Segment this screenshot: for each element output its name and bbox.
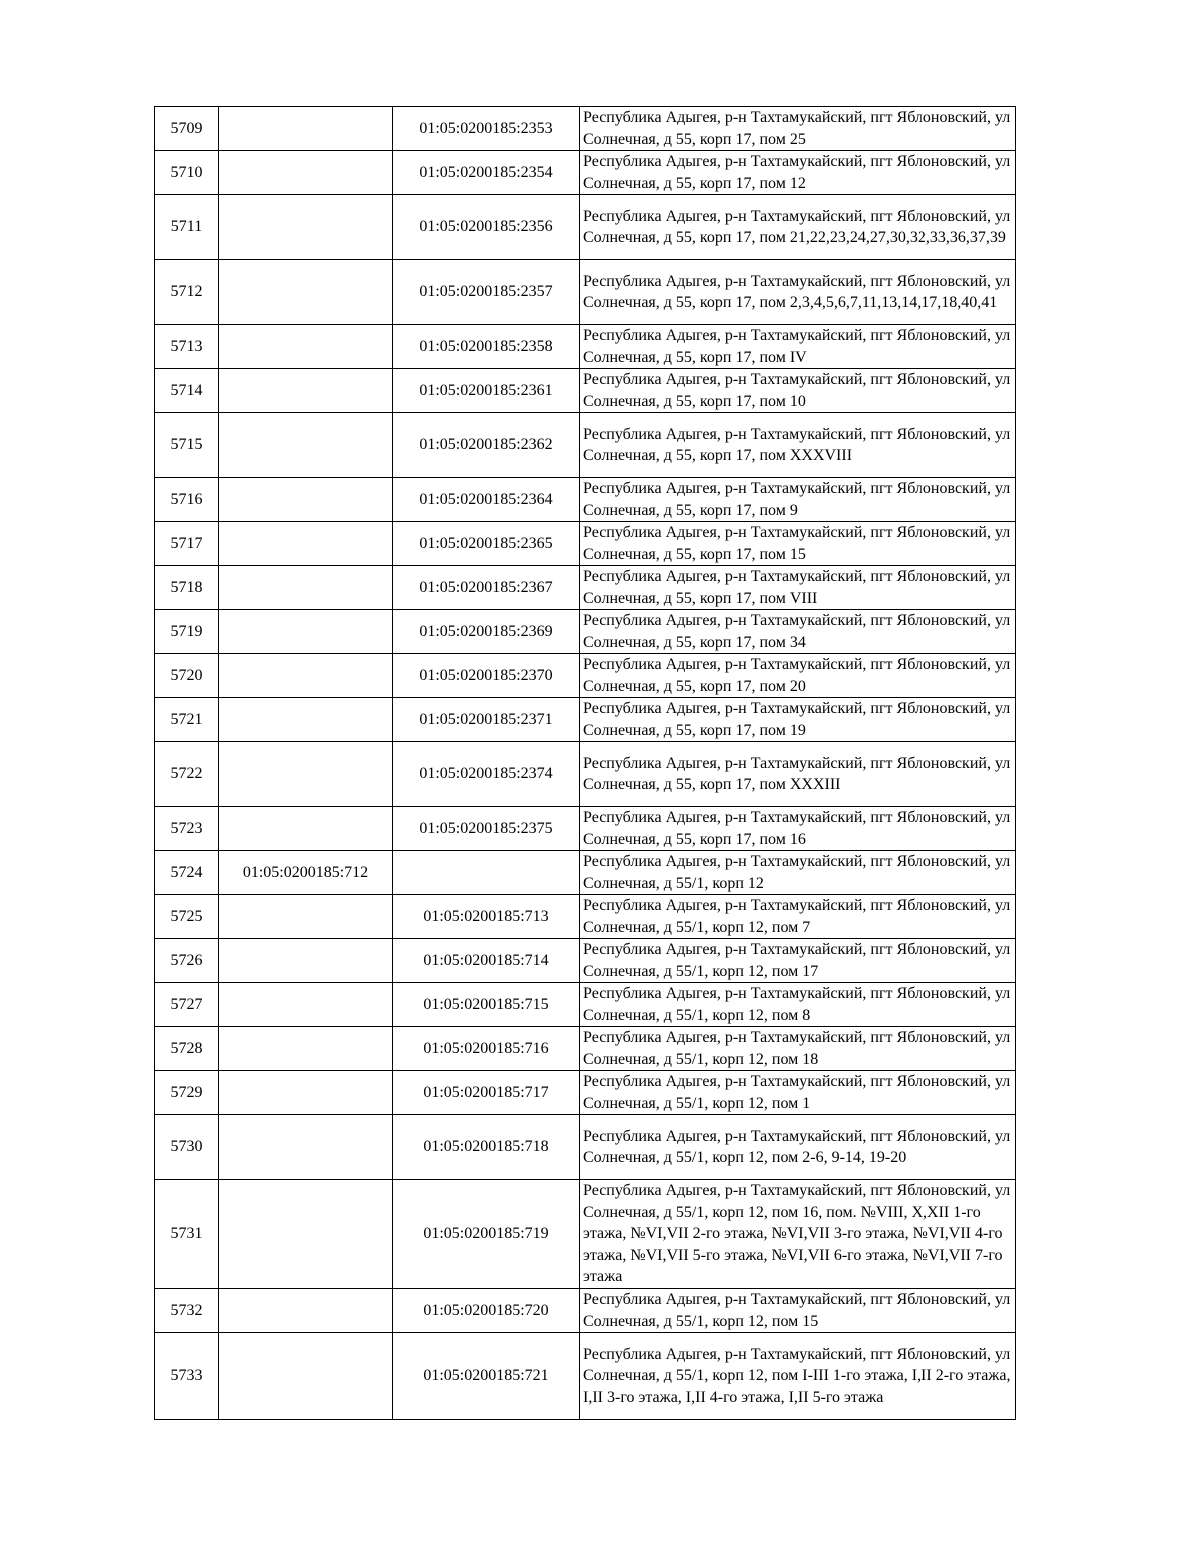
cadastral-number-cell: 01:05:0200185:714 bbox=[393, 939, 580, 983]
table-row bbox=[155, 566, 1016, 610]
row-number-cell: 5724 bbox=[155, 851, 219, 895]
cadastral-number-cell: 01:05:0200185:2356 bbox=[393, 195, 580, 260]
row-number-cell: 5722 bbox=[155, 742, 219, 807]
parent-cadastral-cell bbox=[219, 107, 393, 151]
parent-cadastral-cell bbox=[219, 151, 393, 195]
address-cell: Республика Адыгея, р-н Тахтамукайский, пгт Яблоновский, ул Солнечная, д 55, корп 17, пом 10 bbox=[580, 369, 1016, 413]
parent-cadastral-cell bbox=[219, 654, 393, 698]
cadastral-number-cell: 01:05:0200185:721 bbox=[393, 1333, 580, 1420]
parent-cadastral-cell bbox=[219, 1180, 393, 1289]
cadastral-number-cell: 01:05:0200185:2362 bbox=[393, 413, 580, 478]
parent-cadastral-cell bbox=[219, 413, 393, 478]
parent-cadastral-cell bbox=[219, 1289, 393, 1333]
parent-cadastral-cell bbox=[219, 698, 393, 742]
row-number-cell: 5713 bbox=[155, 325, 219, 369]
cadastral-number-cell: 01:05:0200185:2375 bbox=[393, 807, 580, 851]
address-cell: Республика Адыгея, р-н Тахтамукайский, пгт Яблоновский, ул Солнечная, д 55/1, корп 12, пом 2-6, 9-14, 19-20 bbox=[580, 1115, 1016, 1180]
table-row bbox=[155, 325, 1016, 369]
table-row bbox=[155, 369, 1016, 413]
table-row bbox=[155, 522, 1016, 566]
cadastral-number-cell: 01:05:0200185:2367 bbox=[393, 566, 580, 610]
parent-cadastral-cell bbox=[219, 260, 393, 325]
row-number-cell: 5723 bbox=[155, 807, 219, 851]
table-row bbox=[155, 1180, 1016, 1289]
table-row bbox=[155, 413, 1016, 478]
row-number-cell: 5717 bbox=[155, 522, 219, 566]
address-cell: Республика Адыгея, р-н Тахтамукайский, пгт Яблоновский, ул Солнечная, д 55, корп 17, пом 16 bbox=[580, 807, 1016, 851]
row-number-cell: 5721 bbox=[155, 698, 219, 742]
address-cell: Республика Адыгея, р-н Тахтамукайский, пгт Яблоновский, ул Солнечная, д 55, корп 17, пом 25 bbox=[580, 107, 1016, 151]
cadastral-number-cell: 01:05:0200185:720 bbox=[393, 1289, 580, 1333]
table-row bbox=[155, 654, 1016, 698]
address-cell: Республика Адыгея, р-н Тахтамукайский, пгт Яблоновский, ул Солнечная, д 55, корп 17, пом 34 bbox=[580, 610, 1016, 654]
row-number-cell: 5711 bbox=[155, 195, 219, 260]
parent-cadastral-cell bbox=[219, 369, 393, 413]
address-cell: Республика Адыгея, р-н Тахтамукайский, пгт Яблоновский, ул Солнечная, д 55/1, корп 12, пом 16, пом. №VIII, X,XII 1-го этажа, №VI,VII 2-го этажа, №VI,VII 3-го этажа, №VI,VII 4-го этажа, №VI,VII 5-го этажа, №VI,VII 6-го этажа, №VI,VII 7-го этажа bbox=[580, 1180, 1016, 1289]
table-row bbox=[155, 610, 1016, 654]
row-number-cell: 5733 bbox=[155, 1333, 219, 1420]
row-number-cell: 5730 bbox=[155, 1115, 219, 1180]
row-number-cell: 5715 bbox=[155, 413, 219, 478]
cadastral-number-cell: 01:05:0200185:2370 bbox=[393, 654, 580, 698]
address-cell: Республика Адыгея, р-н Тахтамукайский, пгт Яблоновский, ул Солнечная, д 55, корп 17, пом 20 bbox=[580, 654, 1016, 698]
address-cell: Республика Адыгея, р-н Тахтамукайский, пгт Яблоновский, ул Солнечная, д 55, корп 17, пом XXXIII bbox=[580, 742, 1016, 807]
address-cell: Республика Адыгея, р-н Тахтамукайский, пгт Яблоновский, ул Солнечная, д 55, корп 17, пом VIII bbox=[580, 566, 1016, 610]
row-number-cell: 5729 bbox=[155, 1071, 219, 1115]
table-row bbox=[155, 807, 1016, 851]
parent-cadastral-cell bbox=[219, 742, 393, 807]
row-number-cell: 5712 bbox=[155, 260, 219, 325]
cadastral-number-cell: 01:05:0200185:2357 bbox=[393, 260, 580, 325]
parent-cadastral-cell bbox=[219, 895, 393, 939]
table-row bbox=[155, 107, 1016, 151]
row-number-cell: 5719 bbox=[155, 610, 219, 654]
address-cell: Республика Адыгея, р-н Тахтамукайский, пгт Яблоновский, ул Солнечная, д 55, корп 17, пом IV bbox=[580, 325, 1016, 369]
cadastral-number-cell: 01:05:0200185:716 bbox=[393, 1027, 580, 1071]
table-row bbox=[155, 851, 1016, 895]
cadastral-number-cell: 01:05:0200185:2369 bbox=[393, 610, 580, 654]
table-row bbox=[155, 895, 1016, 939]
address-cell: Республика Адыгея, р-н Тахтамукайский, пгт Яблоновский, ул Солнечная, д 55/1, корп 12, пом 17 bbox=[580, 939, 1016, 983]
address-cell: Республика Адыгея, р-н Тахтамукайский, пгт Яблоновский, ул Солнечная, д 55/1, корп 12, пом 18 bbox=[580, 1027, 1016, 1071]
row-number-cell: 5725 bbox=[155, 895, 219, 939]
cadastral-number-cell: 01:05:0200185:718 bbox=[393, 1115, 580, 1180]
parent-cadastral-cell bbox=[219, 566, 393, 610]
address-cell: Республика Адыгея, р-н Тахтамукайский, пгт Яблоновский, ул Солнечная, д 55/1, корп 12, пом 15 bbox=[580, 1289, 1016, 1333]
row-number-cell: 5727 bbox=[155, 983, 219, 1027]
parent-cadastral-cell: 01:05:0200185:712 bbox=[219, 851, 393, 895]
table-row bbox=[155, 1115, 1016, 1180]
parent-cadastral-cell bbox=[219, 1333, 393, 1420]
parent-cadastral-cell bbox=[219, 1027, 393, 1071]
address-cell: Республика Адыгея, р-н Тахтамукайский, пгт Яблоновский, ул Солнечная, д 55, корп 17, пом 21,22,23,24,27,30,32,33,36,37,39 bbox=[580, 195, 1016, 260]
address-cell: Республика Адыгея, р-н Тахтамукайский, пгт Яблоновский, ул Солнечная, д 55, корп 17, пом 19 bbox=[580, 698, 1016, 742]
cadastral-number-cell: 01:05:0200185:2354 bbox=[393, 151, 580, 195]
table-row bbox=[155, 478, 1016, 522]
parent-cadastral-cell bbox=[219, 983, 393, 1027]
parent-cadastral-cell bbox=[219, 478, 393, 522]
address-cell: Республика Адыгея, р-н Тахтамукайский, пгт Яблоновский, ул Солнечная, д 55/1, корп 12, пом I-III 1-го этажа, I,II 2-го этажа, I,II 3-го этажа, I,II 4-го этажа, I,II 5-го этажа bbox=[580, 1333, 1016, 1420]
cadastral-number-cell: 01:05:0200185:2365 bbox=[393, 522, 580, 566]
table-row bbox=[155, 698, 1016, 742]
parent-cadastral-cell bbox=[219, 1071, 393, 1115]
table-row bbox=[155, 983, 1016, 1027]
cadastral-number-cell: 01:05:0200185:2358 bbox=[393, 325, 580, 369]
cadastral-number-cell: 01:05:0200185:713 bbox=[393, 895, 580, 939]
table-row bbox=[155, 195, 1016, 260]
cadastral-number-cell bbox=[393, 851, 580, 895]
cadastral-number-cell: 01:05:0200185:719 bbox=[393, 1180, 580, 1289]
table-row bbox=[155, 260, 1016, 325]
table-row bbox=[155, 1071, 1016, 1115]
row-number-cell: 5709 bbox=[155, 107, 219, 151]
table-row bbox=[155, 742, 1016, 807]
address-cell: Республика Адыгея, р-н Тахтамукайский, пгт Яблоновский, ул Солнечная, д 55/1, корп 12, пом 7 bbox=[580, 895, 1016, 939]
parent-cadastral-cell bbox=[219, 195, 393, 260]
parent-cadastral-cell bbox=[219, 1115, 393, 1180]
row-number-cell: 5710 bbox=[155, 151, 219, 195]
cadastral-number-cell: 01:05:0200185:715 bbox=[393, 983, 580, 1027]
table-row bbox=[155, 1289, 1016, 1333]
address-cell: Республика Адыгея, р-н Тахтамукайский, пгт Яблоновский, ул Солнечная, д 55, корп 17, пом XXXVIII bbox=[580, 413, 1016, 478]
cadastral-number-cell: 01:05:0200185:2371 bbox=[393, 698, 580, 742]
address-cell: Республика Адыгея, р-н Тахтамукайский, пгт Яблоновский, ул Солнечная, д 55/1, корп 12, пом 8 bbox=[580, 983, 1016, 1027]
parent-cadastral-cell bbox=[219, 807, 393, 851]
address-cell: Республика Адыгея, р-н Тахтамукайский, пгт Яблоновский, ул Солнечная, д 55, корп 17, пом 9 bbox=[580, 478, 1016, 522]
parent-cadastral-cell bbox=[219, 325, 393, 369]
address-cell: Республика Адыгея, р-н Тахтамукайский, пгт Яблоновский, ул Солнечная, д 55/1, корп 12 bbox=[580, 851, 1016, 895]
table-row bbox=[155, 1333, 1016, 1420]
cadastral-number-cell: 01:05:0200185:2374 bbox=[393, 742, 580, 807]
table-row bbox=[155, 151, 1016, 195]
row-number-cell: 5731 bbox=[155, 1180, 219, 1289]
parent-cadastral-cell bbox=[219, 939, 393, 983]
row-number-cell: 5714 bbox=[155, 369, 219, 413]
cadastral-number-cell: 01:05:0200185:2364 bbox=[393, 478, 580, 522]
address-cell: Республика Адыгея, р-н Тахтамукайский, пгт Яблоновский, ул Солнечная, д 55, корп 17, пом 2,3,4,5,6,7,11,13,14,17,18,40,41 bbox=[580, 260, 1016, 325]
address-cell: Республика Адыгея, р-н Тахтамукайский, пгт Яблоновский, ул Солнечная, д 55, корп 17, пом 12 bbox=[580, 151, 1016, 195]
parent-cadastral-cell bbox=[219, 610, 393, 654]
cadastral-number-cell: 01:05:0200185:717 bbox=[393, 1071, 580, 1115]
row-number-cell: 5732 bbox=[155, 1289, 219, 1333]
row-number-cell: 5728 bbox=[155, 1027, 219, 1071]
registry-table-body bbox=[155, 107, 1016, 1420]
table-row bbox=[155, 1027, 1016, 1071]
address-cell: Республика Адыгея, р-н Тахтамукайский, пгт Яблоновский, ул Солнечная, д 55, корп 17, пом 15 bbox=[580, 522, 1016, 566]
cadastral-number-cell: 01:05:0200185:2361 bbox=[393, 369, 580, 413]
table-row bbox=[155, 939, 1016, 983]
registry-table bbox=[154, 106, 1016, 1420]
parent-cadastral-cell bbox=[219, 522, 393, 566]
address-cell: Республика Адыгея, р-н Тахтамукайский, пгт Яблоновский, ул Солнечная, д 55/1, корп 12, пом 1 bbox=[580, 1071, 1016, 1115]
cadastral-number-cell: 01:05:0200185:2353 bbox=[393, 107, 580, 151]
row-number-cell: 5720 bbox=[155, 654, 219, 698]
row-number-cell: 5726 bbox=[155, 939, 219, 983]
row-number-cell: 5718 bbox=[155, 566, 219, 610]
row-number-cell: 5716 bbox=[155, 478, 219, 522]
